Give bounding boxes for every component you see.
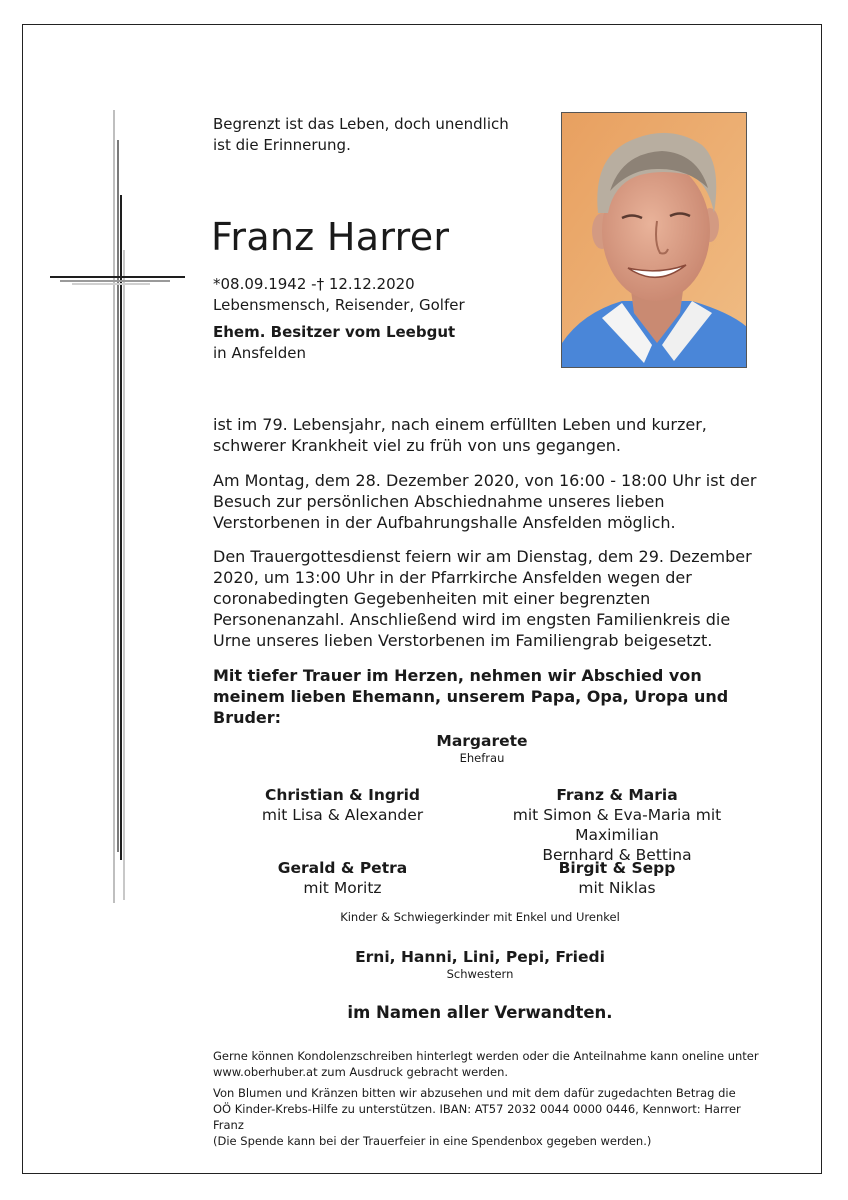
donation-line-2: OÖ Kinder-Krebs-Hilfe zu unterstützen. IBAN: AT57 2032 0044 0000 0446, Kennwort: Harrer Franz: [213, 1102, 741, 1132]
quote-line-2: ist die Erinnerung.: [213, 136, 351, 154]
passing-paragraph: ist im 79. Lebensjahr, nach einem erfüllten Leben und kurzer, schwerer Krankheit viel zu früh von uns gegangen.: [213, 415, 707, 455]
child-1-with: mit Lisa & Alexander: [261, 806, 424, 824]
farewell-paragraph: Mit tiefer Trauer im Herzen, nehmen wir Abschied von meinem lieben Ehemann, unserem Papa, Opa, Uropa und Bruder:: [213, 666, 729, 727]
memorial-quote: [213, 114, 533, 156]
child-2-with: mit Simon & Eva-Maria mit Maximilian: [512, 806, 722, 844]
condolence-line-1: Gerne können Kondolenzschreiben hinterlegt werden oder die Anteilnahme kann oneline unter: [213, 1049, 759, 1063]
wife-name: Margarete: [436, 732, 528, 750]
occupation-info: [213, 322, 455, 364]
deceased-name: Franz Harrer: [211, 215, 450, 259]
condolence-line-2: www.oberhuber.at zum Ausdruck gebracht werden.: [213, 1065, 509, 1079]
quote-line-1: Begrenzt ist das Leben, doch unendlich: [213, 115, 509, 133]
child-2-names: Franz & Maria: [556, 786, 678, 804]
occupation-title: Ehem. Besitzer vom Leebgut: [213, 323, 456, 341]
wife-role: Ehefrau: [459, 751, 505, 765]
child-2-with-2: Bernhard & Bettina: [542, 846, 692, 864]
occupation-place: in Ansfelden: [213, 344, 306, 362]
child-entry-3: [220, 858, 465, 898]
closing-line: im Namen aller Verwandten.: [347, 1003, 613, 1022]
child-3-names: Gerald & Petra: [277, 859, 408, 877]
donation-line-1: Von Blumen und Kränzen bitten wir abzusehen und mit dem dafür zugedachten Betrag die: [213, 1086, 736, 1100]
child-1-names: Christian & Ingrid: [264, 786, 421, 804]
sisters-entry: [330, 947, 630, 981]
child-4-names: Birgit & Sepp: [558, 859, 676, 877]
child-entry-1: [220, 785, 465, 825]
child-entry-4: [490, 858, 744, 898]
service-paragraph: Den Trauergottesdienst feiern wir am Dienstag, dem 29. Dezember 2020, um 13:00 Uhr in der Pfarrkirche Ansfelden wegen der coronabedingten Gegebenheiten mit einer begrenzten Personenanzahl. Anschließend wird im engsten Familienkreis die Urne unseres lieben Verstorbenen im Familiengrab beigesetzt.: [213, 547, 752, 650]
donation-line-3: (Die Spende kann bei der Trauerfeier in eine Spendenbox gegeben werden.): [213, 1134, 652, 1148]
portrait-photo: [561, 112, 747, 368]
sisters-role: Schwestern: [446, 967, 514, 981]
child-3-with: mit Moritz: [303, 879, 382, 897]
sisters-names: Erni, Hanni, Lini, Pepi, Friedi: [355, 948, 605, 966]
wife-entry: [382, 731, 582, 765]
child-entry-2: [470, 785, 764, 865]
donation-note: [213, 1085, 773, 1149]
viewing-paragraph: Am Montag, dem 28. Dezember 2020, von 16:00 - 18:00 Uhr ist der Besuch zur persönlichen Abschiednahme unseres lieben Verstorbenen in der Aufbahrungshalle Ansfelden möglich.: [213, 471, 757, 532]
life-info: [213, 274, 465, 316]
life-traits: Lebensmensch, Reisender, Golfer: [213, 296, 465, 314]
children-role: Kinder & Schwiegerkinder mit Enkel und Urenkel: [340, 910, 620, 924]
life-dates: *08.09.1942 -† 12.12.2020: [213, 275, 415, 293]
child-4-with: mit Niklas: [578, 879, 656, 897]
condolence-note: [213, 1048, 773, 1080]
